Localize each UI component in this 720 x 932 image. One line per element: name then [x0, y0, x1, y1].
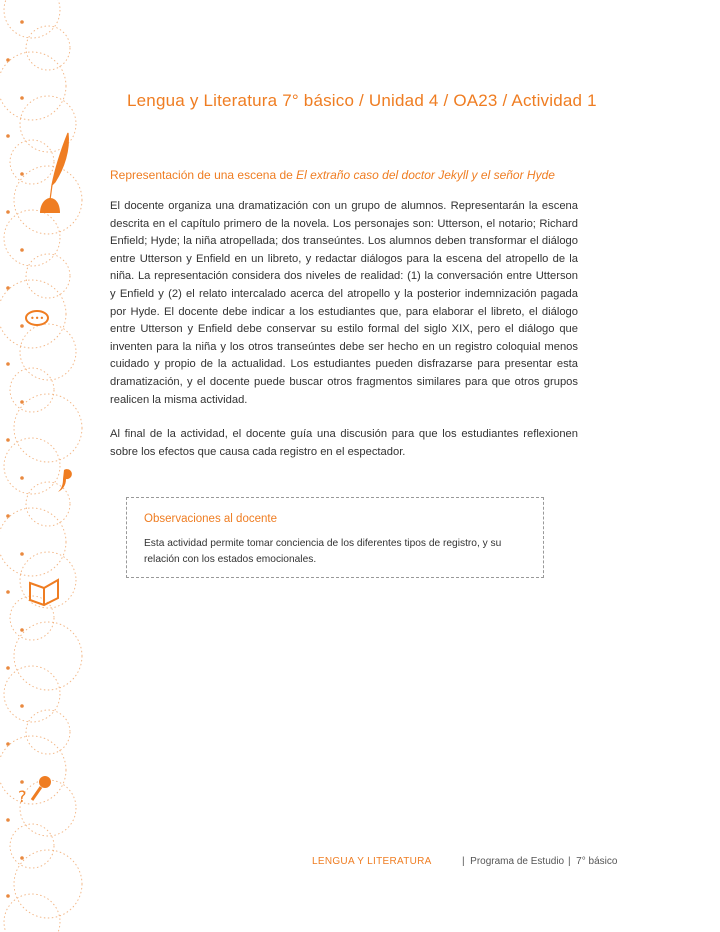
decorative-swirl-border	[0, 0, 90, 932]
swirl-circle	[4, 438, 60, 494]
swirl-circle	[0, 508, 66, 576]
footer-program	[462, 856, 564, 867]
swirl-dot	[20, 476, 24, 480]
swirl-dot	[6, 58, 10, 62]
footer-program-label: Programa de Estudio	[470, 856, 565, 867]
inkpot-icon	[40, 198, 60, 213]
swirl-circle	[26, 710, 70, 754]
swirl-dot	[20, 20, 24, 24]
swirl-dot	[6, 894, 10, 898]
swirl-circle	[14, 622, 82, 690]
swirl-circle	[4, 894, 60, 932]
swirl-circle	[0, 736, 66, 804]
footer-grade-label: 7° básico	[576, 856, 618, 867]
swirl-circle	[26, 254, 70, 298]
svg-text:?: ?	[18, 787, 27, 806]
swirl-circle	[26, 26, 70, 70]
swirl-dot	[6, 514, 10, 518]
swirl-dot	[20, 628, 24, 632]
swirl-circle	[20, 552, 76, 608]
footer-separator: |	[462, 856, 465, 867]
swirl-dot	[6, 742, 10, 746]
footer-separator: |	[568, 856, 571, 867]
swirl-circle	[0, 52, 66, 120]
teacher-notes-box	[126, 497, 544, 578]
swirl-dot	[20, 552, 24, 556]
paragraph: Al final de la actividad, el docente guía una discusión para que los estudiantes reflexionen sobre los efectos que causa cada registro en el espectador.	[110, 428, 578, 458]
footer-grade	[568, 856, 617, 867]
page-title: Lengua y Literatura 7° básico / Unidad 4 / OA23 / Actividad 1	[127, 91, 597, 110]
section-heading-prefix: Representación de una escena de	[110, 168, 297, 182]
comma-icon	[58, 469, 72, 492]
swirl-dot	[6, 590, 10, 594]
swirl-dot	[20, 324, 24, 328]
swirl-dot	[6, 362, 10, 366]
swirl-circle	[4, 666, 60, 722]
swirl-circle	[4, 210, 60, 266]
swirl-circle	[20, 780, 76, 836]
swirl-dot	[20, 856, 24, 860]
swirl-circle	[14, 850, 82, 918]
swirl-circle	[26, 482, 70, 526]
swirl-dot	[6, 134, 10, 138]
teacher-notes-text: Esta actividad permite tomar conciencia de los diferentes tipos de registro, y su relación con los estados emocionales.	[144, 538, 502, 565]
teacher-notes-title: Observaciones al docente	[144, 513, 277, 525]
swirl-dot	[20, 96, 24, 100]
swirl-dot	[20, 704, 24, 708]
swirl-dot	[20, 172, 24, 176]
speech-bubble-icon	[26, 311, 48, 325]
swirl-dot	[6, 818, 10, 822]
section-heading-work-title: El extraño caso del doctor Jekyll y el señor Hyde	[296, 168, 555, 182]
book-icon	[30, 580, 58, 605]
swirl-dot	[20, 400, 24, 404]
swirl-circle	[14, 394, 82, 462]
swirl-dot	[6, 210, 10, 214]
swirl-dot	[6, 666, 10, 670]
swirl-circle	[20, 324, 76, 380]
activity-body	[110, 198, 578, 478]
svg-text:•••: •••	[30, 314, 45, 323]
footer-subject: LENGUA Y LITERATURA	[312, 856, 432, 867]
section-heading	[110, 168, 555, 182]
swirl-dot	[20, 248, 24, 252]
paragraph: El docente organiza una dramatización con un grupo de alumnos. Representarán la escena descrita en el capítulo primero de la novela. Los personajes son: Utterson, el notario; Richard Enfield; Hyde; la niña atropellada; dos transeúntes. Los alumnos deben transformar el diálogo entre Utterson y Enfield en un libreto, y redactar diálogos para la escena del atropello de la niña. La representación considera dos niveles de realidad: (1) la conversación entre Utterson y Enfield y (2) el relato intercalado acerca del atropello y la posterior indemnización pagada por Hyde. El docente debe indicar a los estudiantes que, para elaborar el libreto, el diálogo entre Utterson y Enfield debe conservar su estilo formal del siglo XIX, pero el diálogo que inventen para la niña y los otros transeúntes debe ser hecho en un registro coloquial menos cuidado y propio de la actualidad. Los estudiantes pueden disfrazarse para presentar esta dramatización, y el docente puede buscar otros fragmentos similares para que otros grupos realicen la misma actividad.	[110, 200, 578, 406]
swirl-dot	[6, 438, 10, 442]
swirl-dot	[6, 286, 10, 290]
swirl-dot	[20, 780, 24, 784]
swirl-circle	[4, 0, 60, 38]
